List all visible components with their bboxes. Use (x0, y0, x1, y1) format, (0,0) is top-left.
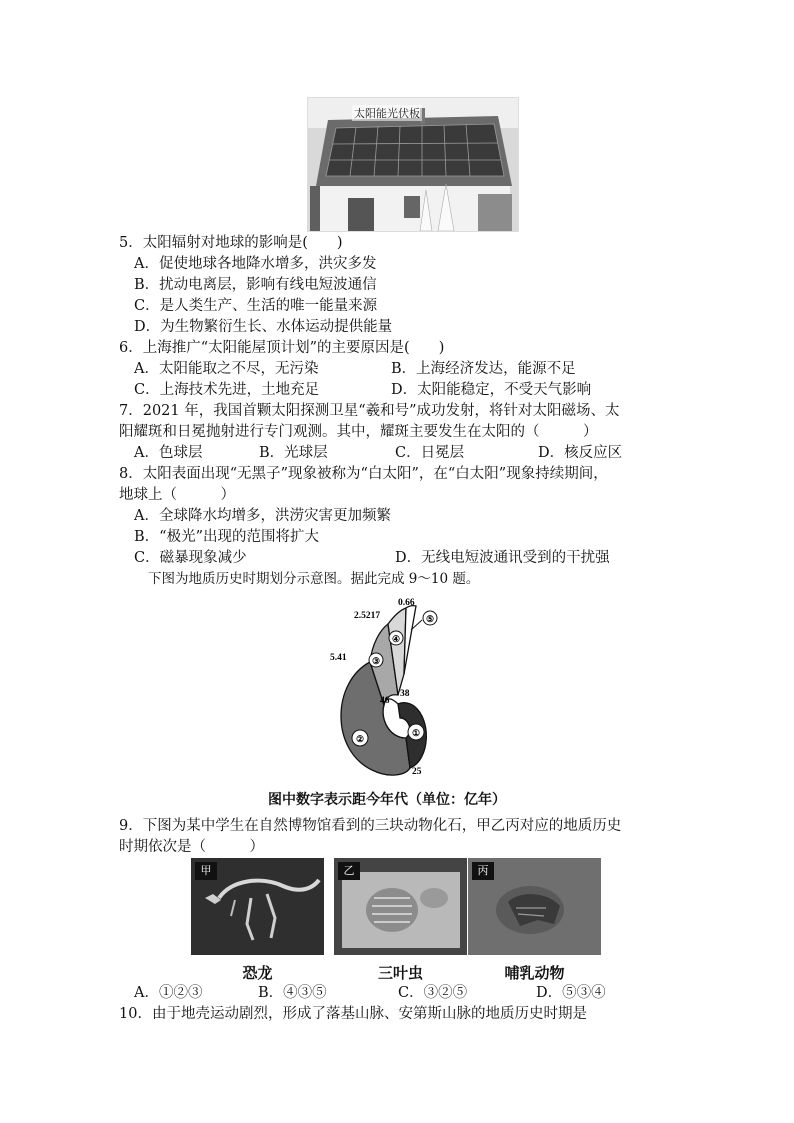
q9-option-c: C．③②⑤ (398, 985, 468, 1001)
fossil-photo-yi (334, 858, 467, 955)
q7-stem-line1: 7．2021 年，我国首颗太阳探测卫星“羲和号”成功发射，将针对太阳磁场、太 (119, 403, 620, 419)
q6-option-c: C．上海技术先进，土地充足 (134, 382, 320, 398)
num-38: 38 (400, 689, 410, 699)
q9-option-a: A．①②③ (134, 985, 203, 1001)
q8-option-b: B．“极光”出现的范围将扩大 (134, 529, 319, 545)
photo-label: 太阳能光伏板 (354, 107, 420, 120)
q6-option-d: D．太阳能稳定，不受天气影响 (391, 382, 592, 398)
fossil-photo-jia (191, 858, 324, 955)
fossil-name-jia: 恐龙 (242, 964, 273, 982)
fossil-name-bing: 哺乳动物 (504, 964, 565, 982)
fossil-photo-bing (468, 858, 601, 955)
fossil-tag-yi: 乙 (338, 862, 360, 880)
q5-option-a: A．促使地球各地降水增多，洪灾多发 (134, 256, 377, 272)
q8-option-a: A．全球降水均增多，洪涝灾害更加频繁 (134, 508, 391, 524)
q8-option-d: D．无线电短波通讯受到的干扰强 (395, 550, 610, 566)
fossil-name-yi: 三叶虫 (377, 964, 423, 982)
segment-5 (404, 606, 416, 674)
q6-stem: 6．上海推广“太阳能屋顶计划”的主要原因是( ) (119, 340, 445, 356)
q9-stem-line1: 9．下图为某中学生在自然博物馆看到的三块动物化石，甲乙丙对应的地质历史 (119, 818, 622, 834)
circled-5: ⑤ (425, 615, 435, 625)
q5-option-d: D．为生物繁衍生长、水体运动提供能量 (134, 319, 393, 335)
q5-option-c: C．是人类生产、生活的唯一能量来源 (134, 298, 378, 314)
q6-option-b: B．上海经济发达，能源不足 (391, 361, 576, 377)
q8-stem-line2: 地球上（ ） (119, 487, 235, 503)
num-2-5217: 2.5217 (354, 611, 381, 621)
num-5-41: 5.41 (330, 653, 347, 663)
solar-panel-photo (307, 97, 519, 232)
q5-stem: 5．太阳辐射对地球的影响是( ) (119, 235, 343, 251)
q7-option-b: B．光球层 (259, 445, 328, 461)
circled-4: ④ (391, 635, 401, 645)
q9-option-d: D．⑤③④ (536, 985, 606, 1001)
circled-1: ① (411, 729, 421, 739)
fossil-tag-jia: 甲 (195, 862, 217, 880)
intro-9-10: 下图为地质历史时期划分示意图。据此完成 9～10 题。 (148, 571, 480, 587)
diagram-caption: 图中数字表示距今年代（单位：亿年） (268, 792, 506, 808)
circled-2: ② (355, 735, 365, 745)
q7-option-a: A．色球层 (134, 445, 203, 461)
q6-option-a: A．太阳能取之不尽，无污染 (134, 361, 319, 377)
num-25: 25 (412, 767, 422, 777)
q7-option-d: D．核反应区 (538, 445, 623, 461)
q5-option-b: B．扰动电离层，影响有线电短波通信 (134, 277, 377, 293)
geologic-time-diagram (310, 590, 470, 784)
num-0-66: 0.66 (398, 598, 415, 608)
fossil-tag-bing: 丙 (472, 862, 494, 880)
num-46: 46 (380, 696, 390, 706)
q10-stem: 10．由于地壳运动剧烈，形成了落基山脉、安第斯山脉的地质历史时期是 (119, 1006, 587, 1022)
q8-option-c: C．磁暴现象减少 (134, 550, 247, 566)
q9-option-b: B．④③⑤ (258, 985, 327, 1001)
q8-stem-line1: 8．太阳表面出现“无黑子”现象被称为“白太阳”，在“白太阳”现象持续期间， (119, 466, 608, 482)
q7-option-c: C．日冕层 (395, 445, 465, 461)
q9-stem-line2: 时期依次是（ ） (119, 839, 264, 855)
circled-3: ③ (371, 657, 381, 667)
q7-stem-line2: 阳耀斑和日冕抛射进行专门观测。其中，耀斑主要发生在太阳的（ ） (119, 424, 598, 440)
